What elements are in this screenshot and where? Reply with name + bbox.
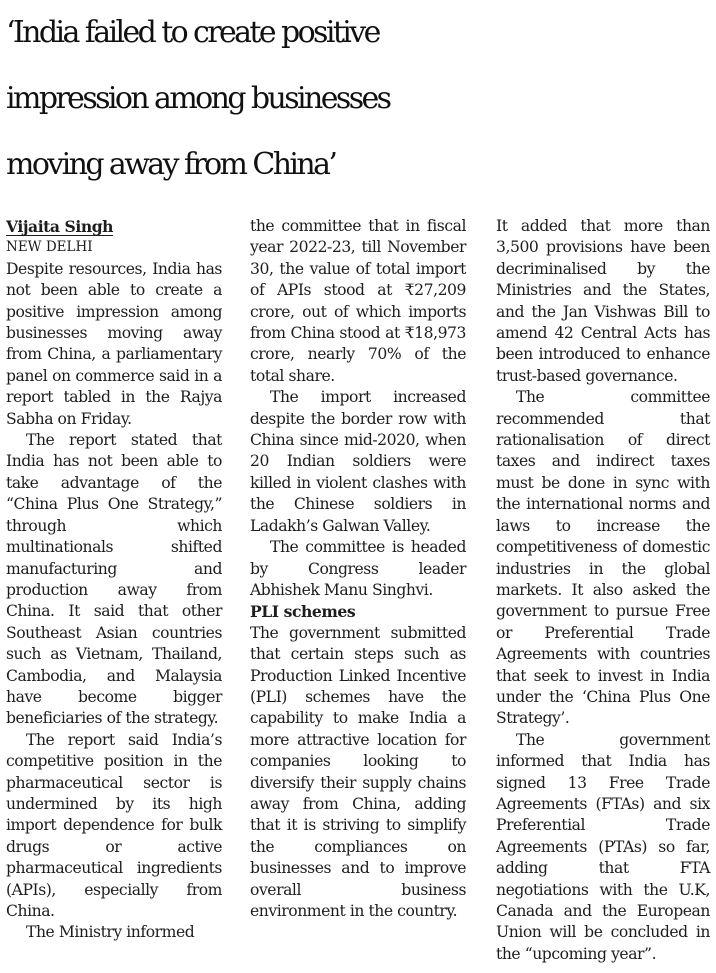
author-byline[interactable]: Vijaita Singh (6, 217, 114, 236)
headline-line-1: ‘India failed to create positive (6, 15, 379, 50)
paragraph: Despite resources, India has not been able to create a positive impression among businesses moving away from China, a parliamentary panel on commerce said in a report tabled in the Rajya Sabha on Friday. (6, 259, 222, 428)
paragraph: The import increased despite the border row with China since mid-2020, when 20 Indian soldiers were killed in violent clashes with the Chinese soldiers in Ladakh’s Galwan Valley. (250, 388, 466, 535)
article-column-3 (496, 216, 710, 965)
paragraph: The Ministry informed (26, 923, 195, 942)
paragraph: The government informed that India has signed 13 Free Trade Agreements (FTAs) and six Preferential Trade Agreements (PTAs) so far, adding that FTA negotiations with the U.K, Canada and the European Union will be concluded in the “upcoming year”. (496, 730, 710, 963)
paragraph: The government submitted that certain steps such as Production Linked Incentive (PLI) schemes have the capability to make India a more attractive location for companies looking to diversify their supply chains away from China, adding that it is striving to simplify the compliances on businesses and to improve overall business environment in the country. (250, 623, 466, 920)
dateline: NEW DELHI (6, 239, 93, 256)
paragraph: the committee that in fiscal year 2022-23, till November 30, the value of total import of APIs stood at ₹27,209 crore, out of which imports from China stood at ₹18,973 crore, nearly 70% of the total share. (250, 217, 466, 385)
paragraph: The committee recommended that rationalisation of direct taxes and indirect taxes must be done in sync with the international norms and laws to increase the competitiveness of domestic industries in the global markets. It also asked the government to pursue Free or Preferential Trade Agreements with countries that seek to invest in India under the ‘China Plus One Strategy’. (496, 388, 710, 728)
headline-line-3: moving away from China’ (6, 147, 336, 182)
paragraph: The report said India’s competitive position in the pharmaceutical sector is undermined by its high import dependence for bulk drugs or active pharmaceutical ingredients (APIs), especially from China. (6, 730, 222, 920)
paragraph: The report stated that India has not been able to take advantage of the “China Plus One Strategy,” through which multinationals shifted manufacturing and production away from China. It said that other Southeast Asian countries such as Vietnam, Thailand, Cambodia, and Malaysia have become bigger beneficiaries of the strategy. (6, 431, 222, 728)
headline-line-2: impression among businesses (6, 81, 390, 116)
article-column-2 (250, 216, 466, 922)
section-subhead: PLI schemes (250, 602, 356, 622)
headline (6, 0, 712, 198)
article-column-1 (6, 216, 222, 944)
paragraph: The committee is headed by Congress leader Abhishek Manu Singhvi. (250, 538, 466, 599)
paragraph: It added that more than 3,500 provisions have been decriminalised by the Ministries and the States, and the Jan Vishwas Bill to amend 42 Central Acts has been introduced to enhance trust-based governance. (496, 217, 710, 385)
